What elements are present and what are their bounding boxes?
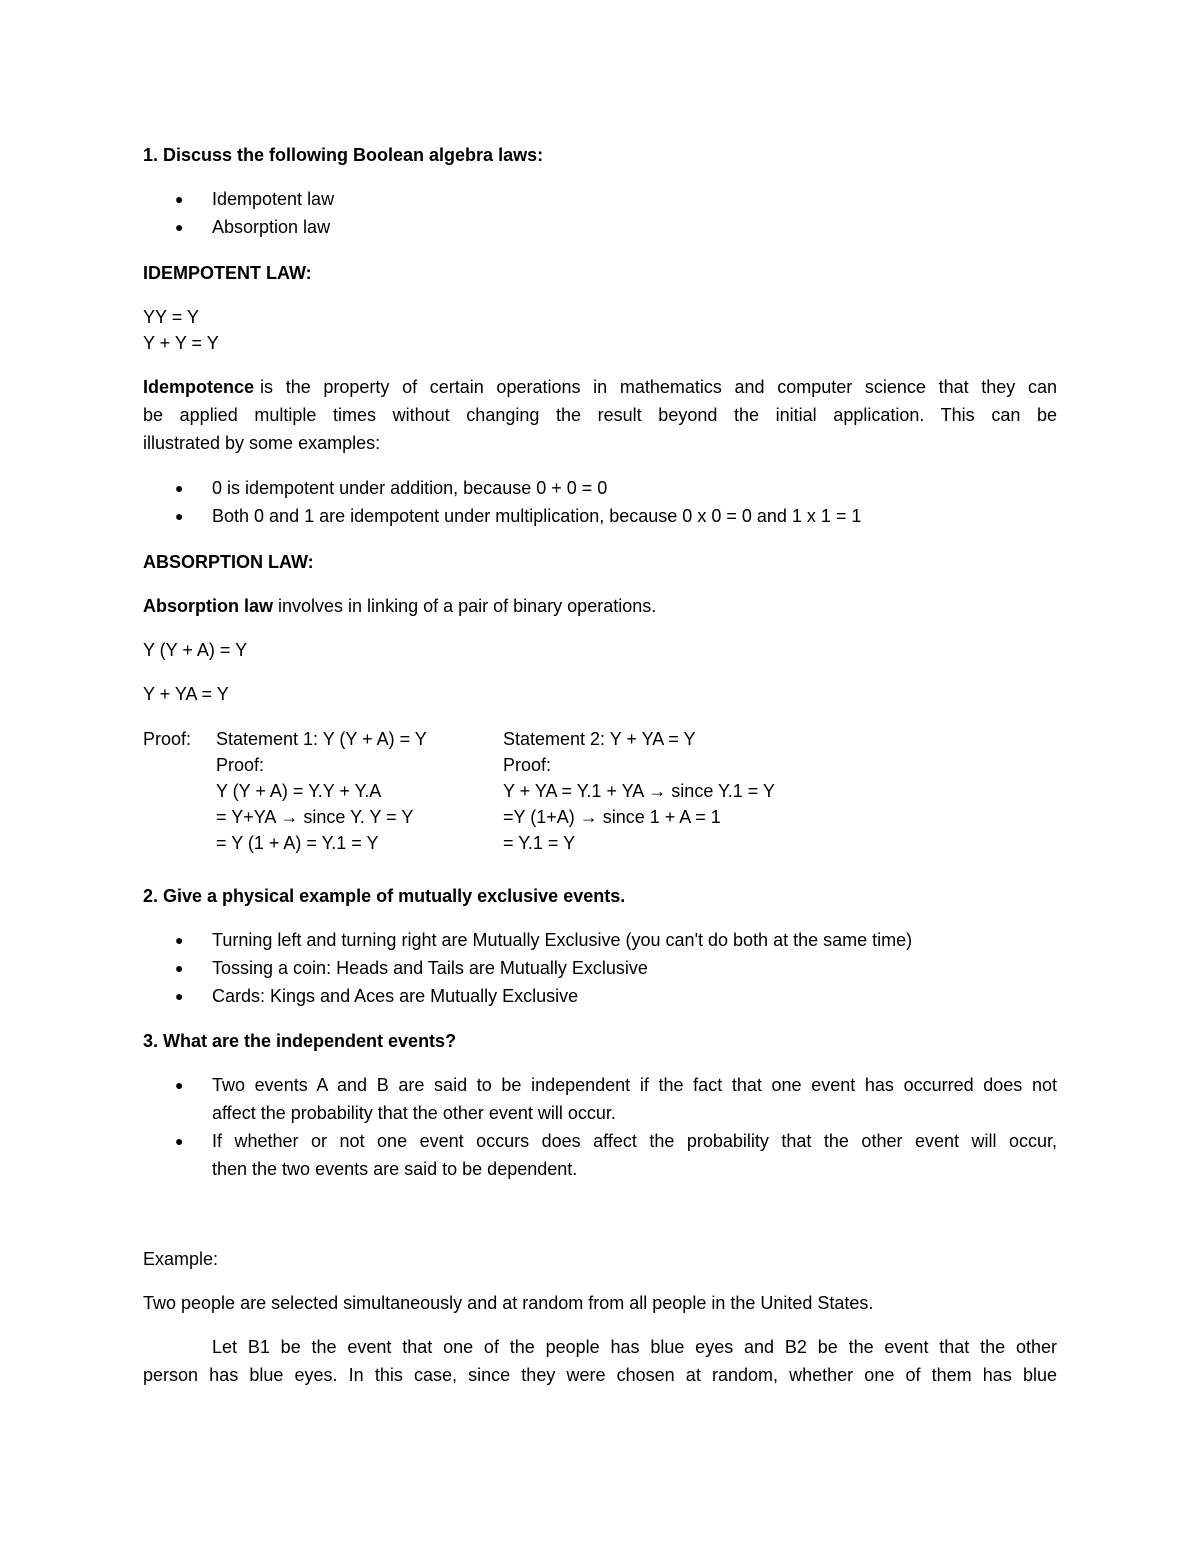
absorption-desc-rest: involves in linking of a pair of binary operations. bbox=[278, 596, 657, 616]
absorption-eq-1: Y (Y + A) = Y bbox=[143, 640, 248, 660]
bullet-icon: ● bbox=[175, 480, 184, 496]
bullet-icon: ● bbox=[175, 932, 184, 948]
q3-bullet-2-line-1: If whether or not one event occurs does affect the probability that the other event will occur, bbox=[212, 1131, 1057, 1151]
idempotent-para-line-3: illustrated by some examples: bbox=[143, 433, 381, 453]
bullet-icon: ● bbox=[175, 988, 184, 1004]
proof-col1-line-3: Y (Y + A) = Y.Y + Y.A bbox=[216, 781, 382, 801]
bullet-icon: ● bbox=[175, 1077, 184, 1093]
proof-col1-line-5: = Y (1 + A) = Y.1 = Y bbox=[216, 833, 379, 853]
absorption-eq-2: Y + YA = Y bbox=[143, 684, 229, 704]
example-para-line-1: Let B1 be the event that one of the people has blue eyes and B2 be the event that the other bbox=[212, 1337, 1057, 1357]
idempotent-eq-2: Y + Y = Y bbox=[143, 333, 219, 353]
proof-col2-line-3: Y + YA = Y.1 + YA → since Y.1 = Y bbox=[503, 781, 775, 801]
idempotent-example-1: 0 is idempotent under addition, because 0 + 0 = 0 bbox=[212, 478, 608, 498]
q1-heading: 1. Discuss the following Boolean algebra laws: bbox=[143, 145, 544, 165]
absorption-heading: ABSORPTION LAW: bbox=[143, 552, 314, 572]
q3-heading: 3. What are the independent events? bbox=[143, 1031, 457, 1051]
absorption-term: Absorption law bbox=[143, 596, 273, 616]
q1-bullet-1: Idempotent law bbox=[212, 189, 335, 209]
proof-col1-line-2: Proof: bbox=[216, 755, 265, 775]
idempotent-heading: IDEMPOTENT LAW: bbox=[143, 263, 312, 283]
example-para-line-2: person has blue eyes. In this case, since they were chosen at random, whether one of them has blue bbox=[143, 1365, 1057, 1385]
bullet-icon: ● bbox=[175, 1133, 184, 1149]
bullet-icon: ● bbox=[175, 508, 184, 524]
q2-bullet-1: Turning left and turning right are Mutually Exclusive (you can't do both at the same time) bbox=[212, 930, 913, 950]
q2-heading: 2. Give a physical example of mutually exclusive events. bbox=[143, 886, 626, 906]
bullet-icon: ● bbox=[175, 191, 184, 207]
idempotent-example-2: Both 0 and 1 are idempotent under multiplication, because 0 x 0 = 0 and 1 x 1 = 1 bbox=[212, 506, 862, 526]
example-label: Example: bbox=[143, 1249, 219, 1269]
idempotent-para-line-2: be applied multiple times without changing the result beyond the initial application. This can be bbox=[143, 405, 1057, 425]
idempotent-para-line-1 bbox=[143, 378, 1057, 396]
q2-bullet-2: Tossing a coin: Heads and Tails are Mutually Exclusive bbox=[212, 958, 648, 978]
idempotence-term: Idempotence bbox=[143, 377, 255, 397]
q2-bullet-3: Cards: Kings and Aces are Mutually Exclusive bbox=[212, 986, 579, 1006]
bullet-icon: ● bbox=[175, 960, 184, 976]
q1-bullet-2: Absorption law bbox=[212, 217, 331, 237]
idempotent-eq-1: YY = Y bbox=[143, 307, 199, 327]
q3-bullet-2-line-2: then the two events are said to be dependent. bbox=[212, 1159, 578, 1179]
q3-bullet-1-line-1: Two events A and B are said to be independent if the fact that one event has occurred does not bbox=[212, 1075, 1057, 1095]
proof-col1-line-1: Statement 1: Y (Y + A) = Y bbox=[216, 729, 427, 749]
proof-label: Proof: bbox=[143, 729, 192, 749]
bullet-icon: ● bbox=[175, 219, 184, 235]
proof-col2-line-1: Statement 2: Y + YA = Y bbox=[503, 729, 696, 749]
proof-col1-line-4: = Y+YA → since Y. Y = Y bbox=[216, 807, 414, 827]
proof-col2-line-4: =Y (1+A) → since 1 + A = 1 bbox=[503, 807, 721, 827]
proof-col2-line-2: Proof: bbox=[503, 755, 552, 775]
example-line-1: Two people are selected simultaneously and at random from all people in the United States. bbox=[143, 1293, 874, 1313]
q3-bullet-1-line-2: affect the probability that the other event will occur. bbox=[212, 1103, 616, 1123]
proof-col2-line-5: = Y.1 = Y bbox=[503, 833, 576, 853]
absorption-desc bbox=[143, 597, 656, 615]
idempotent-para-line-1-rest: is the property of certain operations in mathematics and computer science that they can bbox=[260, 377, 1057, 397]
